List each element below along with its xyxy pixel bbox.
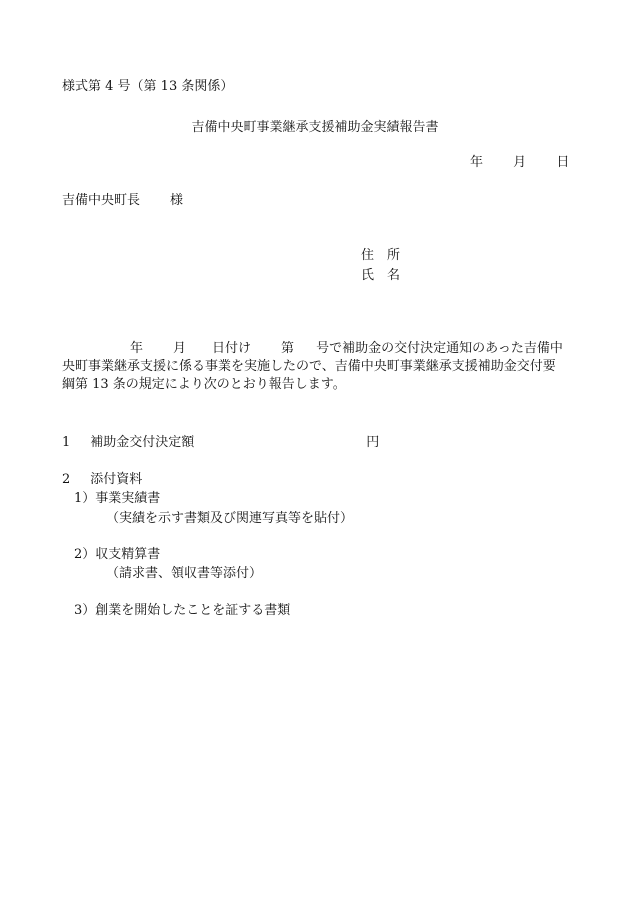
date-month: 月 [513,155,527,170]
body-month: 月 [173,341,187,356]
body-year: 年 [130,341,144,356]
attachment-1-label: 1）事業実績書 [74,491,161,506]
item-1-unit: 円 [366,435,380,450]
attachment-2-label: 2）収支精算書 [74,547,161,562]
addressee [62,193,183,209]
attachment-2-note: （請求書、領収書等添付） [106,566,263,581]
attachment-3-label: 3）創業を開始したことを証する書類 [74,603,291,618]
applicant-address-label [361,248,400,264]
body-line-2: 央町事業継承支援に係る事業を実施したので、吉備中央町事業継承支援補助金交付要 [62,359,556,374]
applicant-name-label [361,268,400,284]
attachment-1-note: （実績を示す書類及び関連写真等を貼付） [106,511,354,526]
item-2-label: 添付資料 [90,472,143,487]
address-label-char-1: 住 [361,248,375,263]
body-line-1 [62,340,582,358]
address-label-char-2: 所 [387,248,401,263]
name-label-char-1: 氏 [361,268,375,283]
body-no-prefix: 第 [281,341,295,356]
report-body-text [62,340,582,394]
date-line [470,155,569,171]
item-1-decision-amount [62,435,379,451]
date-year: 年 [470,155,484,170]
date-day: 日 [556,155,570,170]
name-label-char-2: 名 [387,268,401,283]
item-1-label: 補助金交付決定額 [90,435,195,450]
addressee-honorific: 様 [170,193,184,208]
item-2-number: 2 [62,472,71,487]
form-number-label: 様式第 4 号（第 13 条関係） [62,79,234,94]
body-dated: 日付け [212,341,252,356]
body-line-3: 綱第 13 条の規定により次のとおり報告します。 [62,377,346,392]
item-2-attachments [62,472,142,488]
document-title: 吉備中央町事業継承支援補助金実績報告書 [191,120,439,135]
addressee-name: 吉備中央町長 [62,193,141,208]
body-line1-rest: 号で補助金の交付決定通知のあった吉備中 [316,341,563,356]
item-1-number: 1 [62,435,71,450]
